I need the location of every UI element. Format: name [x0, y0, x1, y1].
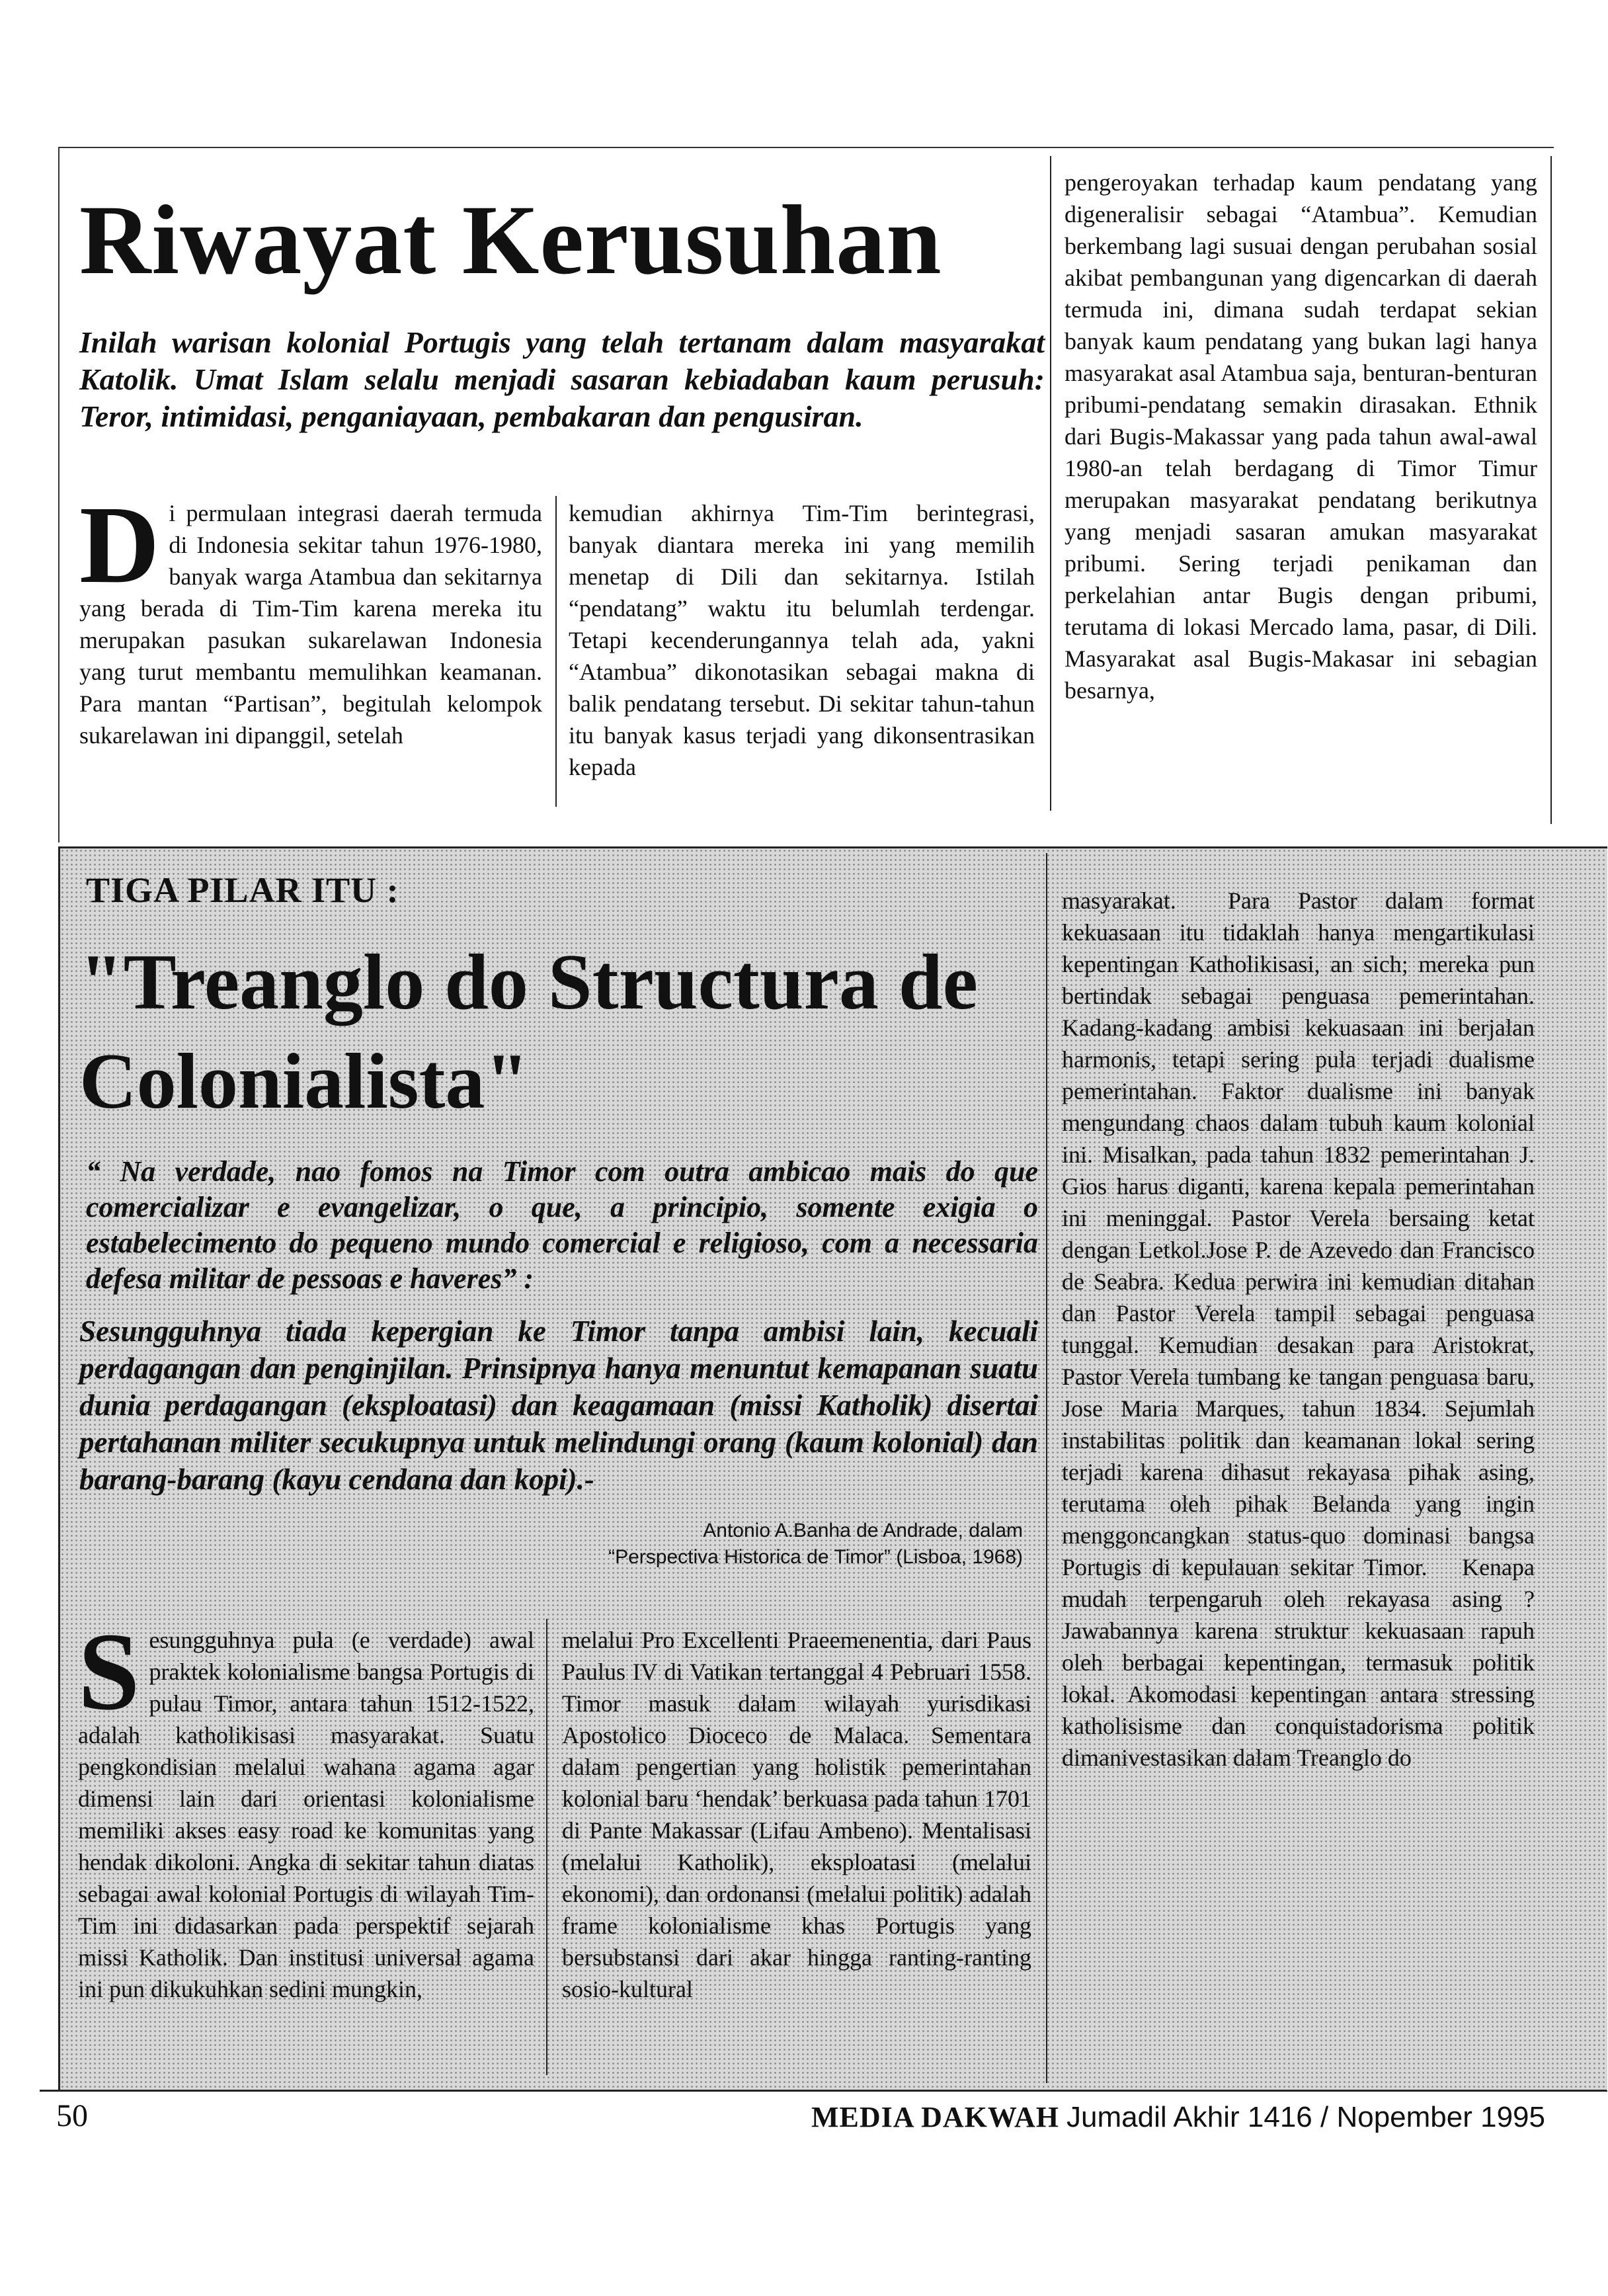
quote-translation: Sesungguhnya tiada kepergian ke Timor tanpa ambisi lain, kecuali perdagangan dan penginjilan. Prinsipnya hanya menuntut kemapanan suatu dunia perdagangan (eksploatasi) dan keagamaan (missi Katholik) disertai pertahanan militer secukupnya untuk melindungi orang (kaum kolonial) dan barang-barang (kayu cendana dan kopi).-	[79, 1315, 1038, 1496]
article-column-2: kemudian akhirnya Tim-Tim berintegrasi, banyak diantara mereka ini yang memilih menetap di Dili dan sekitarnya. Istilah “pendatang” waktu itu belumlah terdengar. Tetapi kecenderungannya telah ada, yakni “Atambua” dikonotasikan sebagai makna di balik pendatang tersebut. Di sekitar tahun-tahun itu banyak kasus terjadi yang dikonsentrasikan kepada	[569, 500, 1035, 780]
column-rule	[546, 1619, 547, 2075]
citation-source: “Perspectiva Historica de Timor” (Lisboa, 1968)	[608, 1546, 1023, 1568]
column-rule	[1550, 156, 1552, 824]
citation-author: Antonio A.Banha de Andrade, dalam	[703, 1520, 1023, 1541]
sidebar-column-3: masyarakat. Para Pastor dalam format kekuasaan itu tidaklah hanya mengartikulasi kepentingan Katholikisasi, an sich; mereka pun bertindak sebagai penguasa pemerintahan. Kadang-kadang ambisi kekuasaan ini berjalan harmonis, tetapi sering pula terjadi dualisme pemerintahan. Faktor dualisme ini banyak mengundang chaos dalam tubuh kaum kolonial ini. Misalkan, pada tahun 1832 pemerintahan J. Gios harus diganti, karena kepala pemerintahan ini meninggal. Pastor Verela bersaing ketat dengan Letkol.Jose P. de Azevedo dan Francisco de Seabra. Kedua perwira ini kemudian ditahan dan Pastor Verela tampil sebagai penguasa tunggal. Kemudian desakan para Aristokrat, Pastor Verela tumbang ke tangan penguasa baru, Jose Maria Marques, tahun 1834. Sejumlah instabilitas politik dan keamanan lokal sering terjadi karena dihasut rekayasa pihak asing, terutama oleh pihak Belanda yang ingin menggoncangkan status-quo dominasi bangsa Portugis di kepulauan sekitar Timor. Kenapa mudah terpengaruh oleh rekayasa asing ? Jawabannya karena struktur kekuasaan rapuh oleh berbagai kepentingan, termasuk politik lokal. Akomodasi kepentingan antara stressing katholisisme dan conquistadorisma politik dimanivestasikan dalam Treanglo do	[1062, 887, 1535, 1771]
sidebar-column-1	[78, 1610, 534, 2005]
issue-date: Jumadil Akhir 1416 / Nopember 1995	[1066, 2101, 1545, 2133]
drop-cap: D	[79, 483, 160, 606]
footer-rule	[40, 2090, 1607, 2092]
portuguese-quote: “ Na verdade, nao fomos na Timor com outra ambicao mais do que comercializar e evangelizar, o que, a principio, somente exigia o estabelecimento do pequeno mundo comercial e religioso, com a necessaria defesa militar de pessoas e haveres” :	[86, 1155, 1038, 1295]
publication-name: MEDIA DAKWAH	[811, 2101, 1060, 2133]
page-number: 50	[56, 2098, 88, 2133]
article-column-1	[79, 483, 542, 751]
article-title: Riwayat Kerusuhan	[79, 185, 942, 295]
drop-cap: S	[78, 1610, 140, 1733]
sidebar-kicker: TIGA PILAR ITU :	[86, 870, 399, 910]
quote-citation	[608, 1518, 1023, 1571]
sidebar-column-2: melalui Pro Excellenti Praeemenentia, dari Paus Paulus IV di Vatikan tertanggal 4 Pebruari 1558. Timor masuk dalam wilayah yurisdikasi Apostolico Dioceco de Malaca. Sementara dalam pengertian yang holistik pemerintahan kolonial baru ‘hendak’ berkuasa pada tahun 1701 di Pante Makassar (Lifau Ambeno). Mentalisasi (melalui Katholik), eksploatasi (melalui ekonomi), dan ordonansi (melalui politik) adalah frame kolonialisme khas Portugis yang bersubstansi dari akar hingga ranting-ranting sosio-kultural	[562, 1627, 1031, 2002]
publication-line	[811, 2100, 1545, 2134]
article-text: i permulaan integrasi daerah termuda di Indonesia sekitar tahun 1976-1980, banyak warga Atambua dan sekitarnya yang berada di Tim-Tim karena mereka itu merupakan pasukan sukarelawan Indonesia yang turut membantu memulihkan keamanan. Para mantan “Partisan”, begitulah kelompok sukarelawan ini dipanggil, setelah	[79, 500, 542, 749]
article-column-3: pengeroyakan terhadap kaum pendatang yang digeneralisir sebagai “Atambua”. Kemudian berkembang lagi susuai dengan perubahan sosial akibat pembangunan yang digencarkan di daerah termuda ini, dimana sudah terdapat sekian banyak kaum pendatang yang bukan lagi hanya masyarakat asal Atambua saja, benturan-benturan pribumi-pendatang semakin dirasakan. Ethnik dari Bugis-Makassar yang pada tahun awal-awal 1980-an telah berdagang di Timor Timur merupakan masyarakat pendatang berikutnya yang menjadi sasaran amukan masyarakat pribumi. Sering terjadi penikaman dan perkelahian antar Bugis dengan pribumi, terutama di lokasi Mercado lama, pasar, di Dili. Masyarakat asal Bugis-Makasar ini sebagian besarnya,	[1065, 169, 1537, 704]
column-rule	[1050, 156, 1051, 811]
sidebar-text: esungguhnya pula (e verdade) awal praktek kolonialisme bangsa Portugis di pulau Timor, antara tahun 1512-1522, adalah katholikisasi masyarakat. Suatu pengkondisian melalui wahana agama agar dimensi lain dari orientasi kolonialisme memiliki akses easy road ke komunitas yang hendak dikoloni. Angka di sekitar tahun diatas sebagai awal kolonial Portugis di wilayah Tim-Tim ini didasarkan pada perspektif sejarah missi Katholik. Dan institusi universal agama ini pun dikukuhkan sedini mungkin,	[78, 1627, 534, 2002]
article-lead: Inilah warisan kolonial Portugis yang telah tertanam dalam masyarakat Katolik. Umat Islam selalu menjadi sasaran kebiadaban kaum perusuh: Teror, intimidasi, penganiayaan, pembakaran dan pengusiran.	[79, 325, 1045, 433]
column-rule	[555, 496, 557, 807]
column-rule	[1046, 853, 1047, 2083]
sidebar-headline: "Treanglo do Structura de Colonialista"	[79, 938, 978, 1125]
